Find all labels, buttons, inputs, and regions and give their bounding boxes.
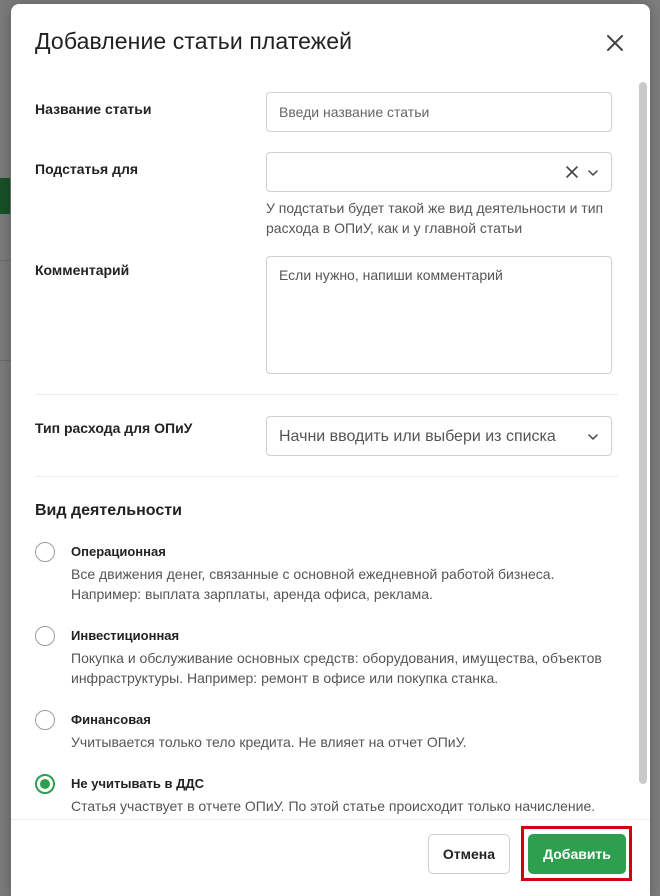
expense-type-select[interactable] [266, 416, 612, 456]
close-icon [606, 34, 624, 52]
comment-row [35, 256, 618, 376]
radio-button[interactable] [35, 626, 55, 646]
modal-header [11, 4, 650, 76]
parent-select[interactable] [266, 152, 612, 192]
modal-body[interactable] [11, 76, 650, 824]
modal-footer [11, 819, 650, 896]
activity-option-exclude-dds[interactable] [35, 774, 622, 824]
chevron-down-icon [587, 431, 599, 443]
option-description: Все движения денег, связанные с основной ежедневной работой бизнеса. Например: выплата зарплаты, аренда офиса, реклама. [71, 566, 555, 602]
option-description: Статья участвует в отчете ОПиУ. По этой статье происходит только начисление. [71, 798, 596, 814]
expense-type-placeholder: Начни вводить или выбери из списка [279, 428, 556, 445]
option-title: Инвестиционная [71, 628, 180, 643]
comment-label: Комментарий [35, 262, 130, 278]
parent-row [35, 152, 618, 242]
option-title: Финансовая [71, 712, 151, 727]
clear-icon[interactable] [565, 165, 579, 179]
divider [35, 476, 618, 477]
expense-type-row [35, 416, 618, 458]
parent-label: Подстатья для [35, 161, 139, 177]
name-row [35, 92, 618, 136]
expense-type-label: Тип расхода для ОПиУ [35, 420, 193, 436]
activity-section-title: Вид деятельности [35, 502, 182, 519]
radio-button[interactable] [35, 542, 55, 562]
add-payment-item-dialog [11, 4, 650, 896]
activity-option-operational[interactable] [35, 542, 622, 606]
name-input[interactable] [266, 92, 612, 132]
option-title: Операционная [71, 544, 166, 559]
radio-button-checked[interactable] [35, 774, 55, 794]
radio-button[interactable] [35, 710, 55, 730]
cancel-button[interactable]: Отмена [428, 834, 510, 874]
activity-option-investment[interactable] [35, 626, 622, 690]
option-title: Не учитывать в ДДС [71, 776, 205, 791]
option-description: Учитывается только тело кредита. Не влияет на отчет ОПиУ. [71, 734, 467, 750]
chevron-down-icon [587, 167, 599, 179]
scrollbar-thumb[interactable] [639, 82, 647, 784]
close-button[interactable] [602, 30, 628, 56]
parent-hint: У подстатьи будет такой же вид деятельности и тип расхода в ОПиУ, как и у главной статьи [266, 200, 604, 236]
add-button[interactable]: Добавить [528, 834, 626, 874]
option-description: Покупка и обслуживание основных средств: оборудования, имущества, объектов инфраструктуры. Например: ремонт в офисе или покупка станка. [71, 650, 602, 686]
comment-textarea[interactable] [266, 256, 612, 374]
modal-title: Добавление статьи платежей [35, 28, 353, 54]
name-label: Название статьи [35, 101, 152, 117]
divider [35, 394, 618, 395]
activity-option-financial[interactable] [35, 710, 622, 754]
